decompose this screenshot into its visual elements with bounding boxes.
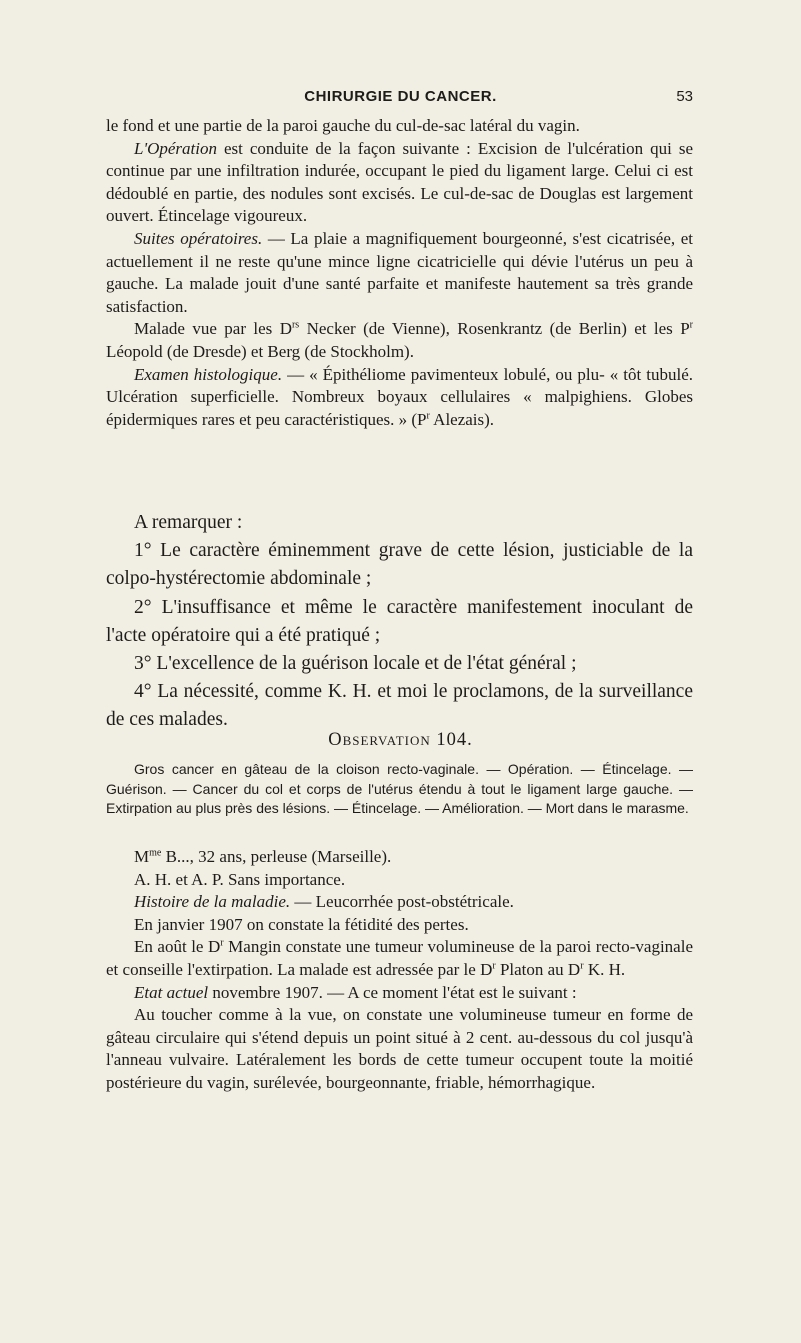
paragraph-malade-vue: Malade vue par les $D^{rs}$ Necker (de Vienne), Rosenkrantz (de Berlin) et les $P^r$ Léopold (de Dresde) et Berg (de Stockholm).: [106, 319, 693, 361]
running-title: CHIRURGIE DU CANCER.: [304, 88, 497, 105]
remarks-intro: A remarquer :: [134, 512, 243, 533]
paragraph-aout: En août le $D^r$ Mangin constate une tumeur volumineuse de la paroi recto-vaginale et conseille l'extirpation. La malade est adressée par le $D^r$ Platon au $D^r$ K. H.: [106, 937, 693, 979]
paragraph-antecedents: A. H. et A. P. Sans importance.: [134, 869, 346, 889]
paragraph-janvier: En janvier 1907 on constate la fétidité des pertes.: [134, 914, 469, 934]
remark-item-3: 3° L'excellence de la guérison locale et de l'état général ;: [134, 653, 577, 675]
operation-label: L'Opération: [134, 138, 217, 158]
paragraph-histoire: Histoire de la maladie. — Leucorrhée post-obstétricale.: [134, 892, 514, 912]
page-number: 53: [676, 88, 693, 105]
etat-label: Etat actuel: [134, 982, 209, 1002]
case-continuation: [106, 115, 693, 431]
summary-text: Gros cancer en gâteau de la cloison recto-vaginale. — Opération. — Étincelage. — Guérison. — Cancer du col et corps de l'utérus étendu à tout le ligament large gauche. — Extirpation au plus près des lésions. — Étincelage. — Amélioration. — Mort dans le marasme.: [106, 761, 693, 816]
observation-summary: [106, 760, 693, 819]
paragraph-examen: Examen histologique. — « Épithéliome pavimenteux lobulé, ou plu- « tôt tubulé. Ulcération superficielle. Nombreux boyaux cellulaires « malpighiens. Globes épidermiques rares et peu caractéristiques. » ($P^r$ Alezais).: [106, 364, 693, 429]
paragraph-toucher: Au toucher comme à la vue, on constate une volumineuse tumeur en forme de gâteau circulaire qui s'étend depuis un point situé à 2 cent. au-dessous du col jusqu'à l'anneau vulvaire. Latéralement les bords de cette tumeur occupent toute la moitié postérieure du vagin, surélevée, bourgeonnante, friable, hémorrhagique.: [106, 1005, 693, 1092]
page-header: [0, 88, 801, 114]
paragraph-etat-actuel: Etat actuel novembre 1907. — A ce moment l'état est le suivant :: [134, 982, 577, 1002]
examen-label: Examen histologique.: [134, 364, 283, 384]
histoire-label: Histoire de la maladie.: [134, 892, 291, 912]
paragraph-vagin: le fond et une partie de la paroi gauche du cul-de-sac latéral du vagin.: [106, 116, 580, 135]
paragraph-patient: $M^{me}$ B..., 32 ans, perleuse (Marseille).: [134, 847, 392, 866]
observation-body: [106, 846, 693, 1095]
paragraph-operation: L'Opération est conduite de la façon suivante : Excision de l'ulcération qui se continue par une infiltration indurée, occupant le pied du ligament large. Celui ci est dédoublé en partie, des nodules sont excisés. Le cul-de-sac de Douglas est largement ouvert. Étincelage vigoureux.: [106, 138, 693, 226]
remark-item-1: 1° Le caractère éminemment grave de cette lésion, justiciable de la colpo-hystérectomie abdominale ;: [106, 540, 693, 590]
paragraph-suites: Suites opératoires. — La plaie a magnifiquement bourgeonné, s'est cicatrisée, et actuellement il ne reste qu'une mince ligne cicatricielle qui dévie l'utérus un peu à gauche. La malade jouit d'une santé parfaite et manifeste hautement sa très grande satisfaction.: [106, 228, 693, 316]
remark-item-2: 2° L'insuffisance et même le caractère manifestement inoculant de l'acte opératoire qui a été pratiqué ;: [106, 596, 693, 646]
suites-label: Suites opératoires.: [134, 228, 263, 248]
remarks-section: [106, 509, 693, 735]
observation-heading: Observation 104.: [328, 730, 473, 750]
remark-item-4: 4° La nécessité, comme K. H. et moi le proclamons, de la surveillance de ces malades.: [106, 681, 693, 731]
